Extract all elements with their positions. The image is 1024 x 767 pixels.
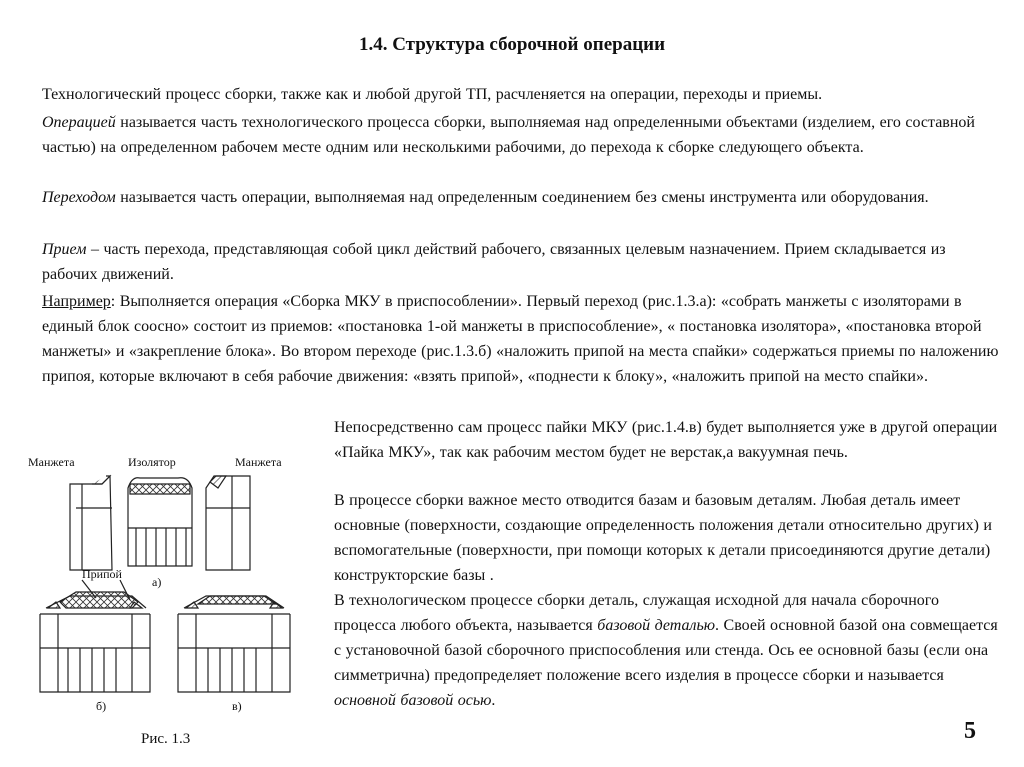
term-technique: Прием bbox=[42, 241, 87, 258]
label-insulator: Изолятор bbox=[128, 455, 176, 469]
paragraph-operation bbox=[42, 110, 992, 160]
term-base-part: базовой деталью bbox=[597, 617, 716, 634]
term-operation: Операцией bbox=[42, 114, 116, 131]
term-base-axis: основной базовой осью bbox=[334, 692, 492, 709]
paragraph-transition-text: называется часть операции, выполняемая над определенным соединением без смены инструмента или оборудования. bbox=[115, 189, 929, 206]
paragraph-operation-text: называется часть технологического процесса сборки, выполняемая над определенными объектами (изделием, его составной частью) на определенном рабочем месте одним или несколькими рабочими, до перехода к сборке следующего объекта. bbox=[42, 114, 975, 156]
assembly-with-solder bbox=[40, 580, 150, 692]
label-v: в) bbox=[232, 699, 242, 713]
base-part-text-3: . bbox=[491, 692, 496, 709]
label-solder: Припой bbox=[82, 567, 122, 581]
cuff-right-drawing bbox=[206, 476, 250, 570]
paragraph-technique-text: – часть перехода, представляющая собой цикл действий рабочего, связанных целевым назначением. Прием складывается из рабочих движений. bbox=[42, 241, 946, 283]
paragraph-bases: В процессе сборки важное место отводится базам и базовым деталям. Любая деталь имеет основные (поверхности, создающие определенность положения детали относительно других) и вспомогательные (поверхности, при помощи которых к детали присоединяются другие детали) конструкторские базы . bbox=[334, 492, 992, 584]
paragraph-soldering: Непосредственно сам процесс пайки МКУ (рис.1.4.в) будет выполняется уже в другой операции «Пайка МКУ», так как рабочим местом будет не верстак,а вакуумная печь. bbox=[334, 419, 998, 461]
label-a: а) bbox=[152, 575, 162, 589]
paragraph-transition bbox=[42, 185, 992, 210]
assembly-figure bbox=[20, 448, 310, 748]
paragraph-example bbox=[42, 289, 1007, 389]
paragraph-example-text: : Выполняется операция «Сборка МКУ в приспособлении». Первый переход (рис.1.3.а): «собрать манжеты с изоляторами в единый блок соосно» состоит из приемов: «постановка 1-ой манжеты в приспособление», « постановка изолятора», «постановка второй манжеты» и «закрепление блока». Во втором переходе (рис.1.3.б) «наложить припой на места спайки» содержаться приемы по наложению припоя, которые включают в себя рабочие движения: «взять припой», «поднести к блоку», «наложить припой на место спайки». bbox=[42, 293, 999, 385]
term-transition: Переходом bbox=[42, 189, 116, 206]
page-title: 1.4. Структура сборочной операции bbox=[358, 34, 666, 55]
figure-caption: Рис. 1.3 bbox=[141, 731, 191, 747]
base-part-text-2: . Своей основной базой она совмещается с установочной базой сборочного приспособления или стенда. Ось ее основной базы (если она симметрична) предопределяет положение всего изделия в процессе сборки и называется bbox=[334, 617, 998, 684]
paragraph-technique bbox=[42, 237, 992, 287]
brazed-assembly bbox=[178, 596, 290, 692]
example-lead: Например bbox=[42, 293, 111, 310]
cuff-left-drawing bbox=[70, 476, 112, 570]
paragraph-intro: Технологический процесс сборки, также как и любой другой ТП, расчленяется на операции, переходы и приемы. bbox=[42, 86, 823, 103]
base-part-text-1: В технологическом процессе сборки деталь, служащая исходной для начала сборочного процесса любого объекта, называется bbox=[334, 592, 939, 634]
paragraph-base-part bbox=[334, 588, 1004, 713]
label-b: б) bbox=[96, 699, 107, 713]
label-cuff-left: Манжета bbox=[28, 455, 75, 469]
label-cuff-right: Манжета bbox=[235, 455, 282, 469]
page-number: 5 bbox=[964, 718, 976, 744]
insulator-drawing bbox=[128, 478, 192, 566]
